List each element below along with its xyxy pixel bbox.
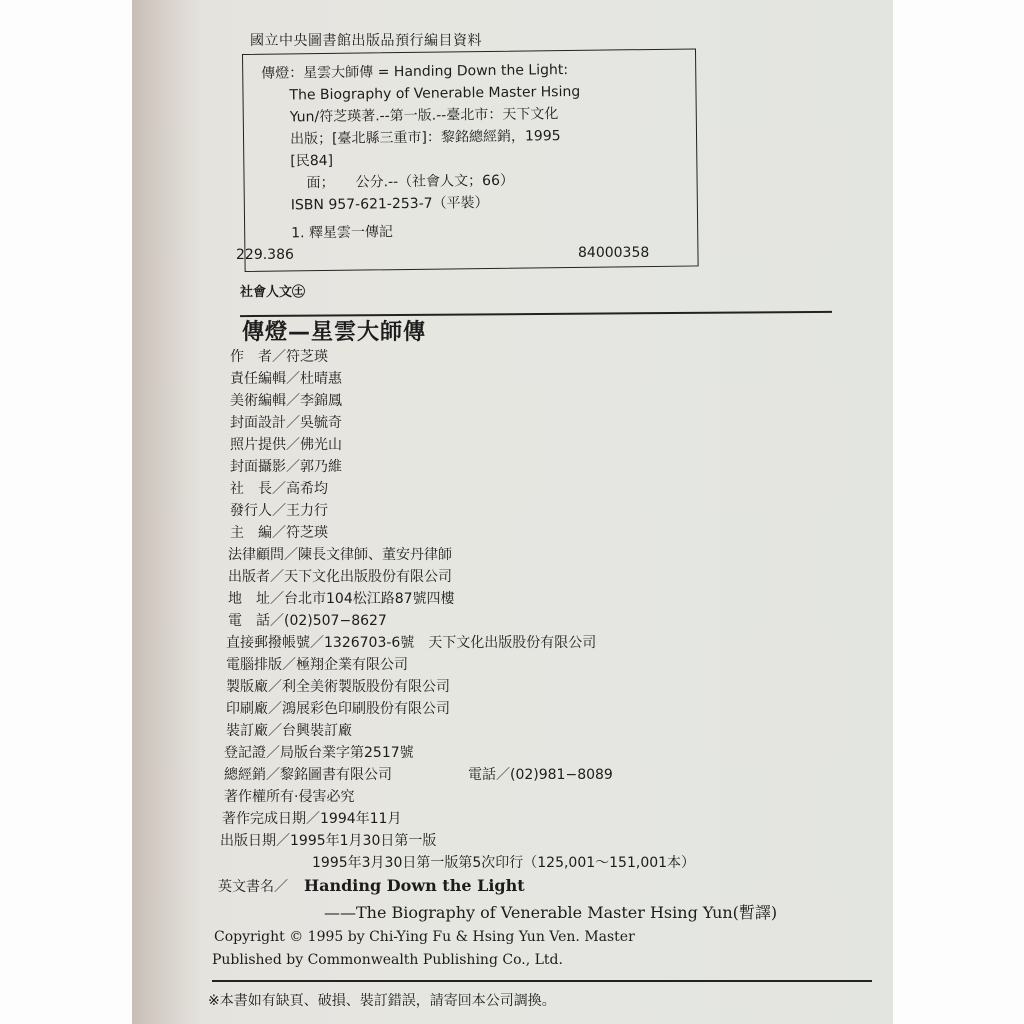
credit-row: 直接郵撥帳號／1326703-6號 天下文化出版股份有限公司 xyxy=(226,635,597,651)
cip-line: 傳燈：星雲大師傳 = Handing Down the Light: xyxy=(261,62,569,82)
credit-row: 地 址／台北市104松江路87號四樓 xyxy=(228,591,455,607)
credit-row: 作 者／符芝瑛 xyxy=(230,349,328,365)
cip-box xyxy=(242,48,699,272)
english-title-label: 英文書名／ xyxy=(218,879,288,895)
credit-row: 總經銷／黎銘圖書有限公司 xyxy=(224,767,392,783)
cip-header: 國立中央圖書館出版品預行編目資料 xyxy=(250,33,482,49)
credit-row: 封面設計／吳毓奇 xyxy=(230,415,342,431)
publisher-line: Published by Commonwealth Publishing Co., Ltd. xyxy=(212,952,563,968)
cip-class-number: 229.386 xyxy=(236,247,294,263)
credit-row: 印刷廠／鴻展彩色印刷股份有限公司 xyxy=(226,701,450,717)
english-subtitle: ——The Biography of Venerable Master Hsing Yun(暫譯) xyxy=(324,903,778,922)
footer-note: ※本書如有缺頁、破損、裝訂錯誤，請寄回本公司調換。 xyxy=(208,993,556,1009)
credit-row: 主 編／符芝瑛 xyxy=(230,525,328,541)
credit-row: 電 話／(02)507−8627 xyxy=(228,613,387,629)
background-right xyxy=(893,0,1024,1024)
gutter-shadow xyxy=(132,0,202,1024)
copyright-line: Copyright © 1995 by Chi-Ying Fu & Hsing Yun Ven. Master xyxy=(214,929,635,945)
cip-record-number: 84000358 xyxy=(578,245,650,261)
credit-row: 登記證／局版台業字第2517號 xyxy=(224,745,414,761)
cip-subject: 1. 釋星雲一傳記 xyxy=(291,224,394,242)
credit-row: 製版廠／利全美術製版股份有限公司 xyxy=(226,679,450,695)
credit-row: 社 長／高希均 xyxy=(230,481,328,497)
copyright-notice: 著作權所有·侵害必究 xyxy=(224,789,355,805)
cip-line: Yun/符芝瑛著.--第一版.--臺北市：天下文化 xyxy=(289,106,559,126)
cip-line: 出版；[臺北縣三重市]：黎銘總經銷，1995 xyxy=(289,128,561,148)
cip-line: 面； 公分.--（社會人文；66） xyxy=(306,172,515,192)
credit-row: 法律顧問／陳長文律師、董安丹律師 xyxy=(228,547,452,563)
credit-row: 責任編輯／杜晴惠 xyxy=(230,371,342,387)
credit-row: 發行人／王力行 xyxy=(230,503,328,519)
credit-row: 電腦排版／極翔企業有限公司 xyxy=(226,657,408,673)
background-left xyxy=(0,0,132,1024)
completion-date: 著作完成日期／1994年11月 xyxy=(222,811,402,827)
series-label: 社會人文㊏ xyxy=(240,285,306,300)
cip-line: ISBN 957-621-253-7（平裝） xyxy=(290,194,489,214)
credit-row: 美術編輯／李錦鳳 xyxy=(230,393,342,409)
publish-date: 出版日期／1995年1月30日第一版 xyxy=(220,833,437,849)
reprint-line: 1995年3月30日第一版第5次印行（125,001～151,001本） xyxy=(312,855,696,871)
cip-line: The Biography of Venerable Master Hsing xyxy=(289,83,581,104)
book-page xyxy=(132,0,893,1024)
main-title: 傳燈—星雲大師傳 xyxy=(242,320,427,345)
credit-row: 裝訂廠／台興裝訂廠 xyxy=(226,723,352,739)
credit-row: 照片提供／佛光山 xyxy=(230,437,342,453)
credit-row: 封面攝影／郭乃維 xyxy=(230,459,342,475)
credit-row: 出版者／天下文化出版股份有限公司 xyxy=(228,569,452,585)
title-rule xyxy=(240,311,832,317)
cip-line: [民84] xyxy=(290,152,334,170)
footer-rule xyxy=(212,980,872,982)
english-title: Handing Down the Light xyxy=(304,876,525,895)
distributor-phone: 電話／(02)981−8089 xyxy=(468,767,613,783)
